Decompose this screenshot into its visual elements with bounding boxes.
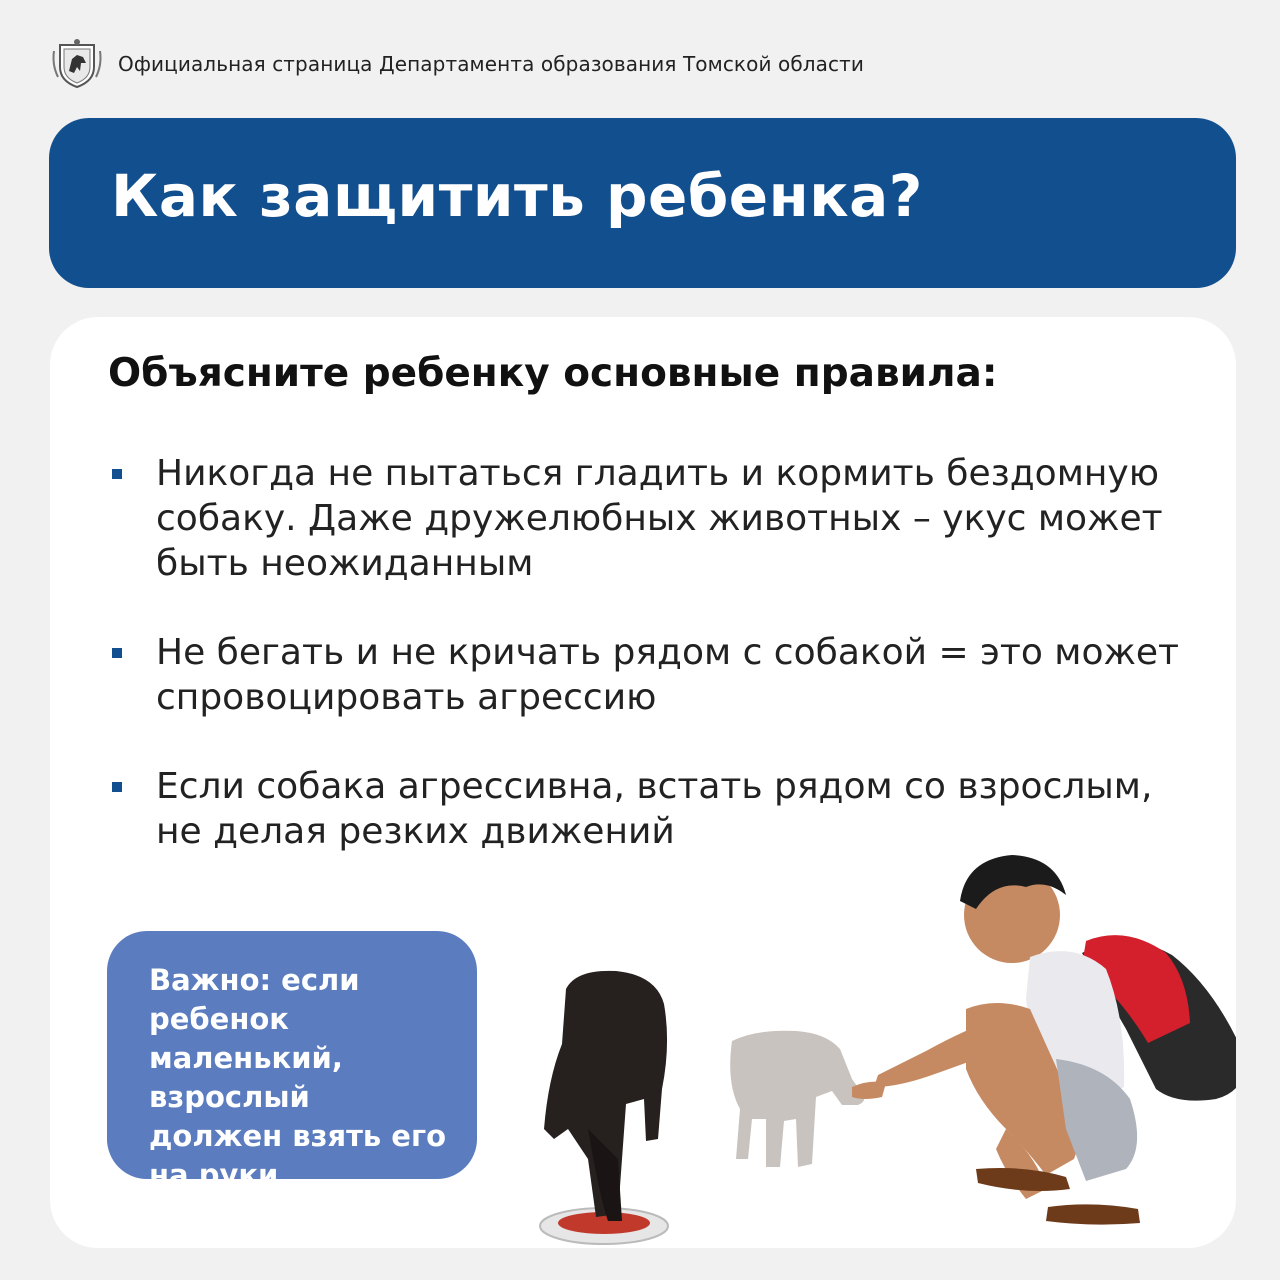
rules-list xyxy=(108,451,1198,854)
bullet-square-icon xyxy=(112,648,122,658)
header-title: Официальная страница Департамента образования Томской области xyxy=(118,52,864,76)
page-header xyxy=(50,36,864,92)
title-banner xyxy=(49,118,1236,288)
rule-text: Если собака агрессивна, встать рядом со взрослым, не делая резких движений xyxy=(156,766,1153,852)
note-text: Важно: если ребенок маленький, взрослый должен взять его на руки xyxy=(149,963,447,1192)
bullet-square-icon xyxy=(112,469,122,479)
coat-of-arms-icon xyxy=(50,37,104,91)
bullet-square-icon xyxy=(112,782,122,792)
card-heading: Объясните ребенку основные правила: xyxy=(108,351,998,396)
boy-feeding-dogs-photo xyxy=(526,829,1236,1248)
content-card xyxy=(50,317,1236,1248)
rule-text: Не бегать и не кричать рядом с собакой = это может спровоцировать агрессию xyxy=(156,632,1180,718)
list-item xyxy=(108,630,1198,720)
important-note xyxy=(107,931,477,1192)
rule-text: Никогда не пытаться гладить и кормить бездомную собаку. Даже дружелюбных животных – укус может быть неожиданным xyxy=(156,453,1163,584)
list-item xyxy=(108,451,1198,586)
page-title: Как защитить ребенка? xyxy=(111,162,923,230)
